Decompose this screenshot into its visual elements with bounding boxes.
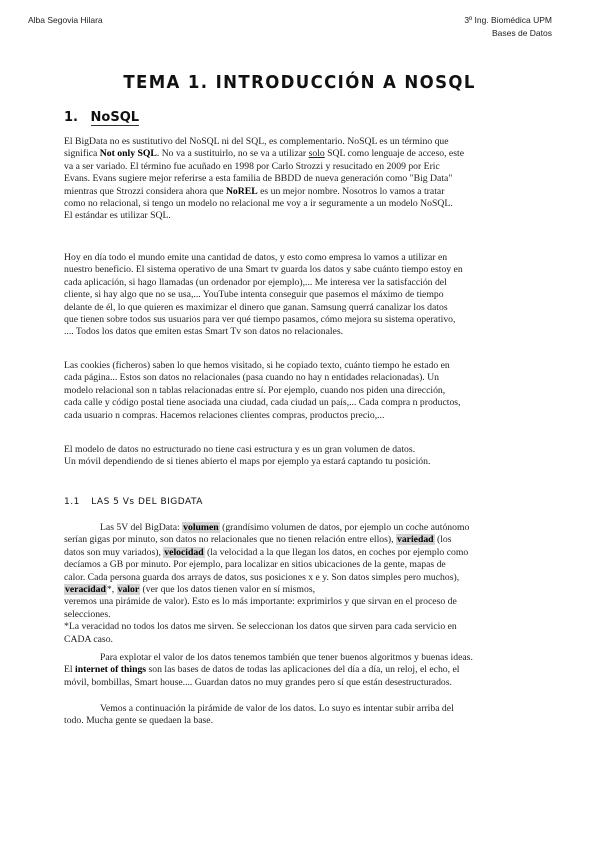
paragraph-five-vs: Las 5V del BigData: volumen (grandísimo volumen de datos, por ejemplo un coche autónomo serían gigas por minuto, son datos no relacionales que no tienen relación entre ellos), variedad (los datos son muy variados), velocidad (la velocidad a la que llegan los datos, en coches por ejemplo como decíamos a GB por minuto. Por ejemplo, para localizar en sitios ubicaciones de la gente, mapas de calor. Cada persona guarda dos arrays de datos, sus posiciones x e y. Son datos simples pero muchos), veracidad*, valor (ver que los datos tienen valor en sí mismos, veremos una pirámide de valor). Esto es lo más importante: exprimirlos y que sirvan en el proceso de selecciones. *La veracidad no todos los datos me sirven. Se seleccionan los datos que sirven para cada servicio en CADA caso. [64,522,470,645]
subsection-heading-5vs [64,497,203,507]
paragraph-internet-of-things: Para explotar el valor de los datos tenemos también que tener buenos algoritmos y buenas ideas. El internet of things son las bases de datos de todas las aplicaciones del día a día, un reloj, el echo, el móvil, bombillas, Smart house.... Guardan datos no muy grandes pero sí que están desestructurados. [64,652,473,688]
subject-name: Bases de Datos [491,28,552,38]
document-title: TEMA 1. INTRODUCCIÓN A NOSQL [123,72,477,93]
paragraph-pyramid: Vemos a continuación la pirámide de valor de los datos. Lo suyo es intentar subir arriba del todo. Mucha gente se quedaen la base. [64,703,454,727]
section-number: 1. [64,110,78,125]
paragraph-cookies: Las cookies (ficheros) saben lo que hemos visitado, si he copiado texto, cuánto tiempo he estado en cada página... Estos son datos no relacionales (pasa cuando no hay n entidades relacionadas). Un modelo relacional son n tablas relacionadas entre sí. Por ejemplo, cuando nos piden una dirección, cada calle y código postal tiene asociada una ciudad, cada ciudad un país,... Cada compra n productos, cada usuario n compras. Hacemos relaciones clientes compras, productos precio,... [64,360,461,421]
section-label: NoSQL [90,110,140,125]
paragraph-unstructured: El modelo de datos no estructurado no tiene casi estructura y es un gran volumen de datos. Un móvil dependiendo de si tienes abierto el maps por ejemplo ya estará captando tu posición. [64,444,431,468]
term-norel: NoREL [225,185,258,197]
header-course [464,14,552,40]
header-author [28,14,103,27]
term-veracidad: veracidad [65,584,106,596]
term-variedad: variedad [396,534,434,546]
subsection-label: LAS 5 Vs DEL BIGDATA [91,497,203,507]
paragraph-bigdata-nosql: El BigData no es sustitutivo del NoSQL ni del SQL, es complementario. NoSQL es un término que significa Not only SQL. No va a sustituirlo, no se va a utilizar solo SQL como lenguaje de acceso, este va a ser variado. El término fue acuñado en 1998 por Carlo Strozzi y resucitado en 2009 por Eric Evans. Evans sugiere mejor referirse a esta familia de BBDD de nueva generación como "Big Data" mientras que Strozzi considera ahora que NoREL es un mejor nombre. Nosotros lo vamos a tratar como no relacional, si tengo un modelo no relacional me voy a ir seguramente a un modelo NoSQL. El estándar es utilizar SQL. [64,136,464,222]
term-valor: valor [117,584,140,596]
term-not-only-sql: Not only SQL [99,148,157,160]
course-name: 3º Ing. Biomédica UPM [464,15,552,25]
section-heading-nosql [64,110,139,125]
term-internet-of-things: internet of things [75,664,147,676]
term-volumen: volumen [183,522,219,533]
term-velocidad: velocidad [164,546,204,558]
subsection-number: 1.1 [64,497,80,507]
paragraph-smart-tv: Hoy en día todo el mundo emite una cantidad de datos, y esto como empresa lo vamos a utilizar en nuestro beneficio. El sistema operativo de una Smart tv guarda los datos y sabe cuánto tiempo estoy en cada aplicación, si hago llamadas (un ordenador por ejemplo),... Me interesa ver la satisfacción del cliente, si hay algo que no se usa,... YouTube intenta conseguir que pasemos el máximo de tiempo delante de él, lo que quieren es maximizar el dinero que ganan. Samsung querrá canalizar los datos que tienen sobre todos sus usuarios para ver qué tiempo pasamos, cómo mejora su sistema operativo, .... Todos los datos que emiten estas Smart Tv son datos no relacionales. [64,252,463,338]
author-name: Alba Segovia Hilara [28,15,103,25]
